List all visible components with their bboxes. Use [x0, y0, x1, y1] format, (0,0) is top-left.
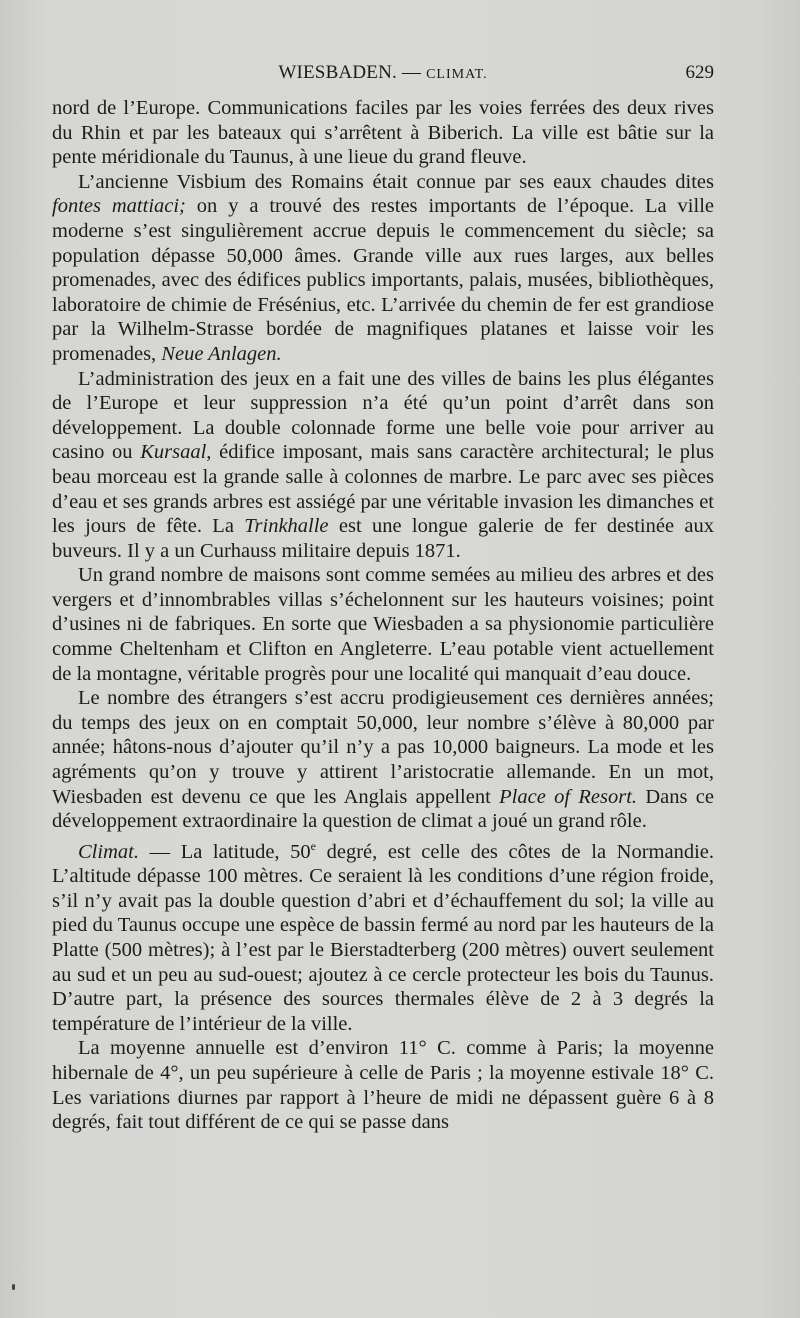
text-run: nord de l’Europe. Communications faciles par les voies ferrées des deux rives du Rhin et par les bateaux qui s’arrêtent à Biberich. La ville est bâtie sur la pente méridionale du Taunus, à une lieue du grand fleuve. [52, 97, 714, 169]
page-header [52, 62, 714, 90]
superscript: e [310, 838, 316, 853]
paragraph [52, 686, 714, 834]
text-run: Dans ce développement extraordinaire la question de climat a joué un grand rôle. [52, 785, 714, 833]
italic-phrase: Climat. [78, 840, 139, 863]
text-run: Un grand nombre de maisons sont comme semées au milieu des arbres et des vergers et d’innombrables villas s’échelonnent sur les hauteurs voisines; point d’usines ni de fabriques. En sorte que Wiesbaden a sa physionomie particulière comme Cheltenham et Clifton en Angleterre. L’eau potable vient actuellement de la montagne, véritable progrès pour une localité qui manquait d’eau douce. [52, 564, 714, 685]
text-run: édifice imposant, mais sans caractère architectural; le plus beau morceau est la grande salle à colonnes de marbre. Le parc avec ses pièces d’eau et ses grands arbres est assiégé par une véritable invasion les dimanches et les jours de fête. La [52, 441, 714, 538]
paragraph [52, 367, 714, 564]
italic-phrase: Place of Resort. [499, 785, 638, 808]
running-title-section: CLIMAT. [426, 67, 488, 82]
italic-phrase: Trinkhalle [244, 515, 329, 538]
running-title-main: WIESBADEN. — [278, 62, 427, 83]
text-run: est une longue galerie de fer destinée aux buveurs. Il y a un Curhauss militaire depuis 1871. [52, 515, 714, 562]
text-run: L’administration des jeux en a fait une des villes de bains les plus élégantes de l’Europe et leur suppression n’a été qu’un point d’arrêt dans son développement. La double colonnade forme une belle voie pour arriver au casino ou [52, 367, 714, 464]
paragraph [52, 1036, 714, 1134]
text-run: L’ancienne Visbium des Romains était connue par ses eaux chaudes dites [78, 170, 714, 193]
italic-phrase: fontes mattiaci; [52, 195, 186, 218]
body-text [52, 96, 714, 1135]
page-number: 629 [685, 62, 714, 83]
text-run: degré, est celle des côtes de la Normandie. L’altitude dépasse 100 mètres. Ce seraient là les conditions d’une région froide, s’il n’y avait pas la double question d’abri et d’échauffement du sol; la ville au pied du Taunus occupe une espèce de bassin fermé au nord par les hauteurs de la Platte (500 mètres); à l’est par le Bierstadterberg (200 mètres) ouvert seulement au sud et un peu au sud-ouest; ajoutez à ce cercle protecteur les bois du Taunus. D’autre part, la présence des sources thermales élève de 2 à 3 degrés la température de l’intérieur de la ville. [52, 840, 715, 1035]
running-title [52, 62, 714, 84]
italic-phrase: Neue Anlagen. [161, 342, 282, 365]
italic-phrase: Kursaal, [140, 441, 212, 464]
text-run: La moyenne annuelle est d’environ 11° C. comme à Paris; la moyenne hibernale de 4°, un peu supérieure à celle de Paris ; la moyenne estivale 18° C. Les variations diurnes par rapport à l’heure de midi ne dépassent guère 6 à 8 degrés, fait tout différent de ce qui se passe dans [52, 1037, 714, 1134]
paragraph [52, 96, 714, 170]
text-run: — La latitude, 50 [138, 840, 311, 863]
text-run: on y a trouvé des restes importants de l’époque. La ville moderne s’est singulièrement accrue depuis le commencement du siècle; sa population dépasse 50,000 âmes. Grande ville aux rues larges, aux belles promenades, avec des édifices publics importants, palais, musées, bibliothèques, laboratoire de chimie de Frésénius, etc. L’arrivée du chemin de fer est grandiose par la Wilhelm-Strasse bordée de magnifiques platanes et laisse voir les promenades, [52, 195, 714, 365]
paragraph [52, 170, 714, 367]
paragraph [52, 563, 714, 686]
paragraph [52, 834, 714, 1037]
text-run: Le nombre des étrangers s’est accru prodigieusement ces dernières années; du temps des jeux on en comptait 50,000, leur nombre s’élève à 80,000 par année; hâtons-nous d’ajouter qu’il n’y a pas 10,000 baigneurs. La mode et les agréments qu’on y trouve y attirent l’aristocratie allemande. En un mot, Wiesbaden est devenu ce que les Anglais appellent [52, 687, 714, 808]
ink-speck [12, 1284, 15, 1290]
